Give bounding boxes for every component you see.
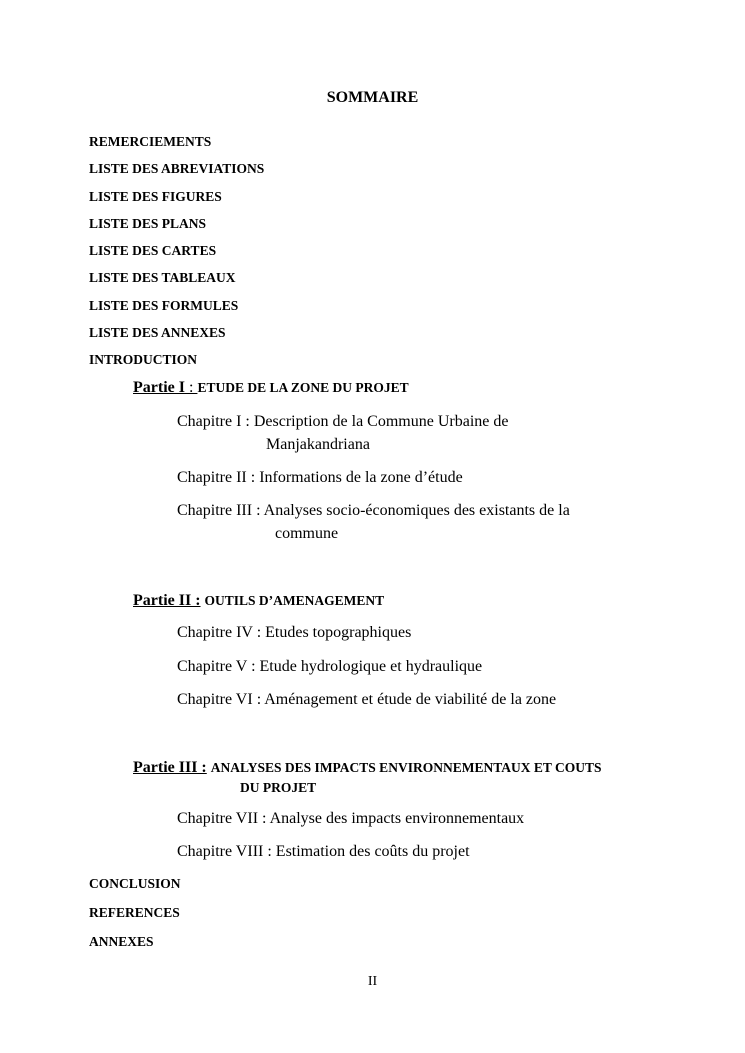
toc-liste-figures: LISTE DES FIGURES bbox=[89, 189, 222, 204]
partie-3-label: Partie III : bbox=[133, 759, 207, 776]
toc-remerciements: REMERCIEMENTS bbox=[89, 134, 212, 149]
chapitre-8: Chapitre VIII : Estimation des coûts du projet bbox=[177, 843, 470, 860]
chapitre-4: Chapitre IV : Etudes topographiques bbox=[177, 624, 412, 641]
toc-annexes: ANNEXES bbox=[89, 934, 154, 949]
partie-2-label: Partie II : bbox=[133, 592, 201, 609]
toc-liste-plans: LISTE DES PLANS bbox=[89, 216, 207, 231]
chapitre-1-continuation: Manjakandriana bbox=[266, 436, 370, 453]
toc-conclusion: CONCLUSION bbox=[89, 876, 181, 891]
toc-liste-tableaux: LISTE DES TABLEAUX bbox=[89, 270, 236, 285]
toc-liste-cartes: LISTE DES CARTES bbox=[89, 243, 217, 258]
chapitre-7: Chapitre VII : Analyse des impacts environnementaux bbox=[177, 810, 525, 827]
partie-2-title: OUTILS D’AMENAGEMENT bbox=[204, 593, 385, 608]
chapitre-5: Chapitre V : Etude hydrologique et hydraulique bbox=[177, 658, 483, 675]
toc-liste-formules: LISTE DES FORMULES bbox=[89, 298, 239, 313]
toc-liste-abreviations: LISTE DES ABREVIATIONS bbox=[89, 161, 265, 176]
partie-3-title-continuation: DU PROJET bbox=[240, 780, 317, 795]
chapitre-3: Chapitre III : Analyses socio-économiques des existants de la bbox=[177, 502, 570, 519]
page-number: II bbox=[367, 974, 378, 989]
chapitre-6: Chapitre VI : Aménagement et étude de viabilité de la zone bbox=[177, 691, 557, 708]
chapitre-2: Chapitre II : Informations de la zone d’étude bbox=[177, 469, 463, 486]
partie-3-title: ANALYSES DES IMPACTS ENVIRONNEMENTAUX ET COUTS bbox=[210, 760, 602, 775]
page-title: SOMMAIRE bbox=[326, 89, 419, 106]
partie-3-heading bbox=[133, 759, 601, 777]
toc-liste-annexes: LISTE DES ANNEXES bbox=[89, 325, 226, 340]
toc-introduction: INTRODUCTION bbox=[89, 352, 198, 367]
chapitre-1: Chapitre I : Description de la Commune Urbaine de bbox=[177, 413, 509, 430]
partie-1-heading bbox=[133, 379, 409, 397]
toc-references: REFERENCES bbox=[89, 905, 180, 920]
partie-1-label: Partie I bbox=[133, 379, 185, 396]
partie-1-separator: : bbox=[184, 379, 198, 396]
partie-2-heading bbox=[133, 592, 384, 610]
chapitre-3-continuation: commune bbox=[275, 525, 339, 542]
partie-1-title: ETUDE DE LA ZONE DU PROJET bbox=[197, 380, 409, 395]
